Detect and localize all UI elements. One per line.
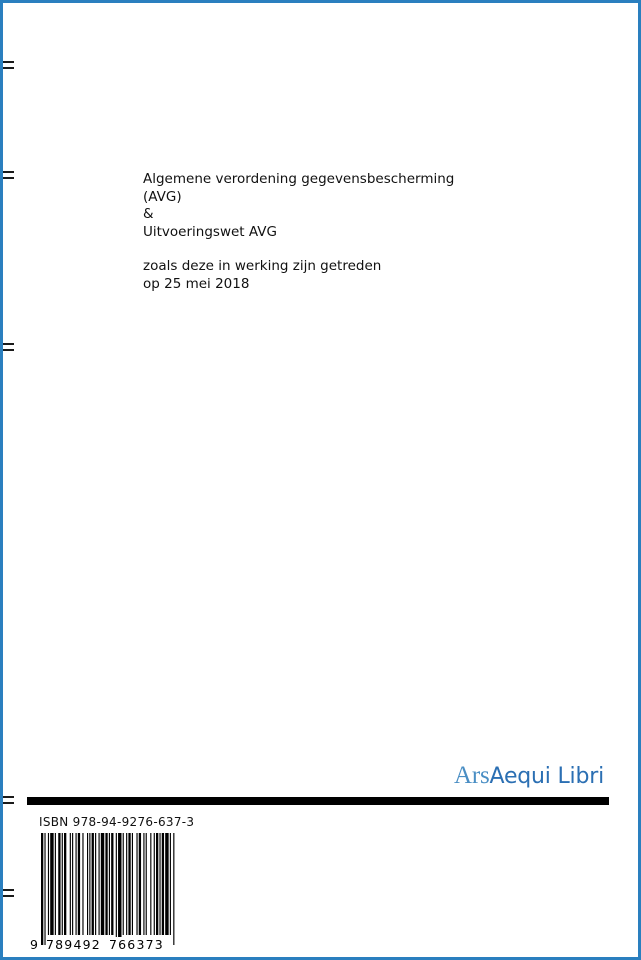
barcode-bar xyxy=(143,833,144,935)
title-line: Uitvoeringswet AVG xyxy=(143,223,277,240)
title-line: & xyxy=(143,206,154,222)
barcode-bar xyxy=(64,833,66,935)
barcode-bar xyxy=(146,833,147,935)
barcode-bar xyxy=(159,833,160,935)
barcode-bar xyxy=(165,833,168,935)
barcode-bar xyxy=(173,833,174,945)
title-line: op 25 mei 2018 xyxy=(143,275,250,292)
barcode-bar xyxy=(105,833,107,935)
barcode-bar xyxy=(78,833,80,935)
barcode-bar xyxy=(55,833,56,935)
crop-mark xyxy=(3,171,14,179)
spacer xyxy=(143,241,454,258)
barcode-bar xyxy=(50,833,53,935)
barcode-bar xyxy=(162,833,164,935)
title-line: zoals deze in werking zijn getreden xyxy=(143,258,382,274)
barcode-bar xyxy=(92,833,94,935)
barcode-bar xyxy=(72,833,73,935)
barcode-bar xyxy=(126,833,127,935)
barcode-bar xyxy=(58,833,60,935)
barcode-bar xyxy=(150,833,151,935)
publisher-logo-aequi-libri: Aequi Libri xyxy=(489,764,604,789)
barcode xyxy=(29,833,179,955)
barcode-bar xyxy=(156,833,158,935)
barcode-bar xyxy=(109,833,110,935)
barcode-bar xyxy=(95,833,96,935)
title-block xyxy=(143,171,454,293)
barcode-bar xyxy=(154,833,155,935)
barcode-bar xyxy=(82,833,83,935)
crop-mark xyxy=(3,343,14,351)
barcode-bar xyxy=(101,833,104,935)
barcode-bar xyxy=(89,833,90,935)
barcode-bar xyxy=(111,833,113,935)
barcode-bar xyxy=(139,833,141,935)
barcode-bar xyxy=(44,833,45,945)
barcode-bar xyxy=(136,833,137,935)
barcode-digits-right: 766373 xyxy=(109,937,164,952)
barcode-bar xyxy=(70,833,71,935)
publisher-logo-ars: Ars xyxy=(453,762,490,789)
barcode-bar xyxy=(87,833,88,935)
title-line: (AVG) xyxy=(143,188,182,205)
barcode-bar xyxy=(170,833,171,935)
barcode-bar xyxy=(116,833,117,945)
title-line: Algemene verordening gegevensbescherming xyxy=(143,171,455,187)
publisher-logo xyxy=(454,761,604,790)
horizontal-rule xyxy=(27,797,609,805)
crop-mark xyxy=(3,61,14,69)
isbn-text: ISBN 978-94-9276-637-3 xyxy=(39,815,195,829)
crop-mark xyxy=(3,889,14,897)
crop-mark xyxy=(3,796,14,804)
barcode-digits-left: 789492 xyxy=(46,937,101,952)
barcode-bar xyxy=(132,833,133,935)
barcode-bar xyxy=(123,833,124,935)
barcode-bar xyxy=(99,833,100,935)
barcode-digit-first: 9 xyxy=(30,937,40,952)
barcode-bar xyxy=(62,833,63,935)
barcode-bar xyxy=(118,833,121,945)
barcode-bar xyxy=(41,833,43,945)
barcode-bar xyxy=(128,833,130,935)
barcode-bar xyxy=(48,833,49,935)
barcode-bar xyxy=(76,833,77,935)
